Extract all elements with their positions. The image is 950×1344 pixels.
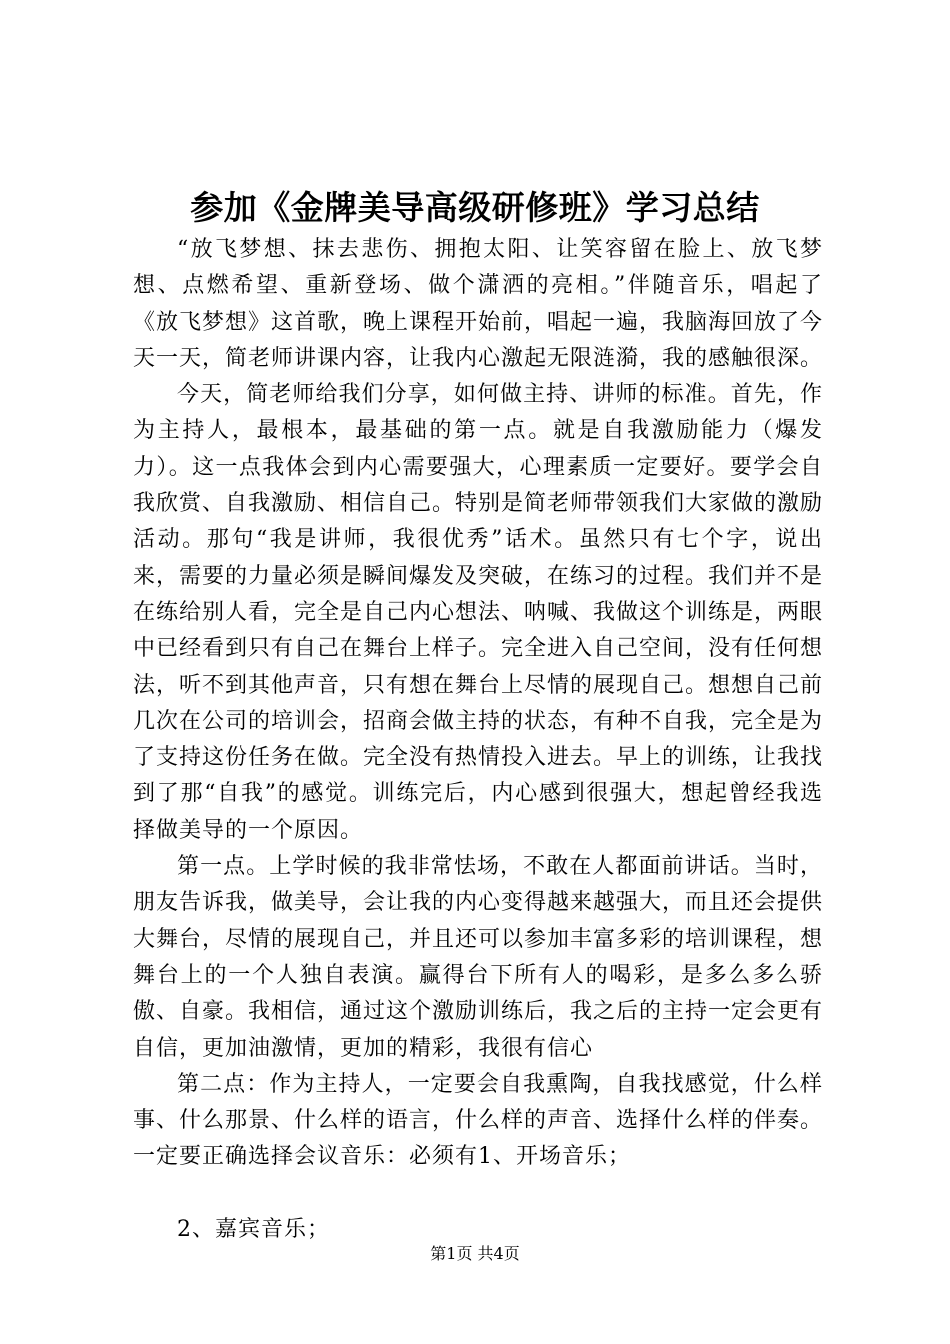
document-title: 参加《金牌美导高级研修班》学习总结 (190, 188, 760, 227)
paragraph-point-two: 第二点：作为主持人，一定要会自我熏陶，自我找感觉，什么样事、什么那景、什么样的语言，什么样的声音、选择什么样的伴奏。一定要正确选择会议音乐：必须有1、开场音乐； (133, 1071, 824, 1170)
paragraph-intro: “放飞梦想、抹去悲伤、拥抱太阳、让笑容留在脸上、放飞梦想、点燃希望、重新登场、做个潇洒的亮相。”伴随音乐，唱起了《放飞梦想》这首歌，晚上课程开始前，唱起一遍，我脑海回放了今天一天，简老师讲课内容，让我内心激起无限涟漪，我的感触很深。 (133, 237, 824, 371)
paragraph-point-one: 第一点。上学时候的我非常怯场，不敢在人都面前讲话。当时，朋友告诉我，做美导，会让我的内心变得越来越强大，而且还会提供大舞台，尽情的展现自己，并且还可以参加丰富多彩的培训课程，想舞台上的一个人独自表演。赢得台下所有人的喝彩，是多么多么骄傲、自豪。我相信，通过这个激励训练后，我之后的主持一定会更有自信，更加油激情，更加的精彩，我很有信心 (133, 854, 824, 1061)
document-body (133, 232, 823, 1248)
paragraph-today: 今天，简老师给我们分享，如何做主持、讲师的标准。首先，作为主持人，最根本，最基础的第一点。就是自我激励能力（爆发力）。这一点我体会到内心需要强大，心理素质一定要好。要学会自我欣赏、自我激励、相信自己。特别是简老师带领我们大家做的激励活动。那句“我是讲师，我很优秀”话术。虽然只有七个字，说出来，需要的力量必须是瞬间爆发及突破，在练习的过程。我们并不是在练给别人看，完全是自己内心想法、呐喊、我做这个训练是，两眼中已经看到只有自己在舞台上样子。完全进入自己空间，没有任何想法，听不到其他声音，只有想在舞台上尽情的展现自己。想想自己前几次在公司的培训会，招商会做主持的状态，有种不自我，完全是为了支持这份任务在做。完全没有热情投入进去。早上的训练，让我找到了那“自我”的感觉。训练完后，内心感到很强大，想起曾经我选择做美导的一个原因。 (133, 382, 824, 843)
list-item-guest-music: 2、嘉宾音乐； (177, 1216, 330, 1242)
page-number-footer: 第1页 共4页 (430, 1244, 520, 1263)
